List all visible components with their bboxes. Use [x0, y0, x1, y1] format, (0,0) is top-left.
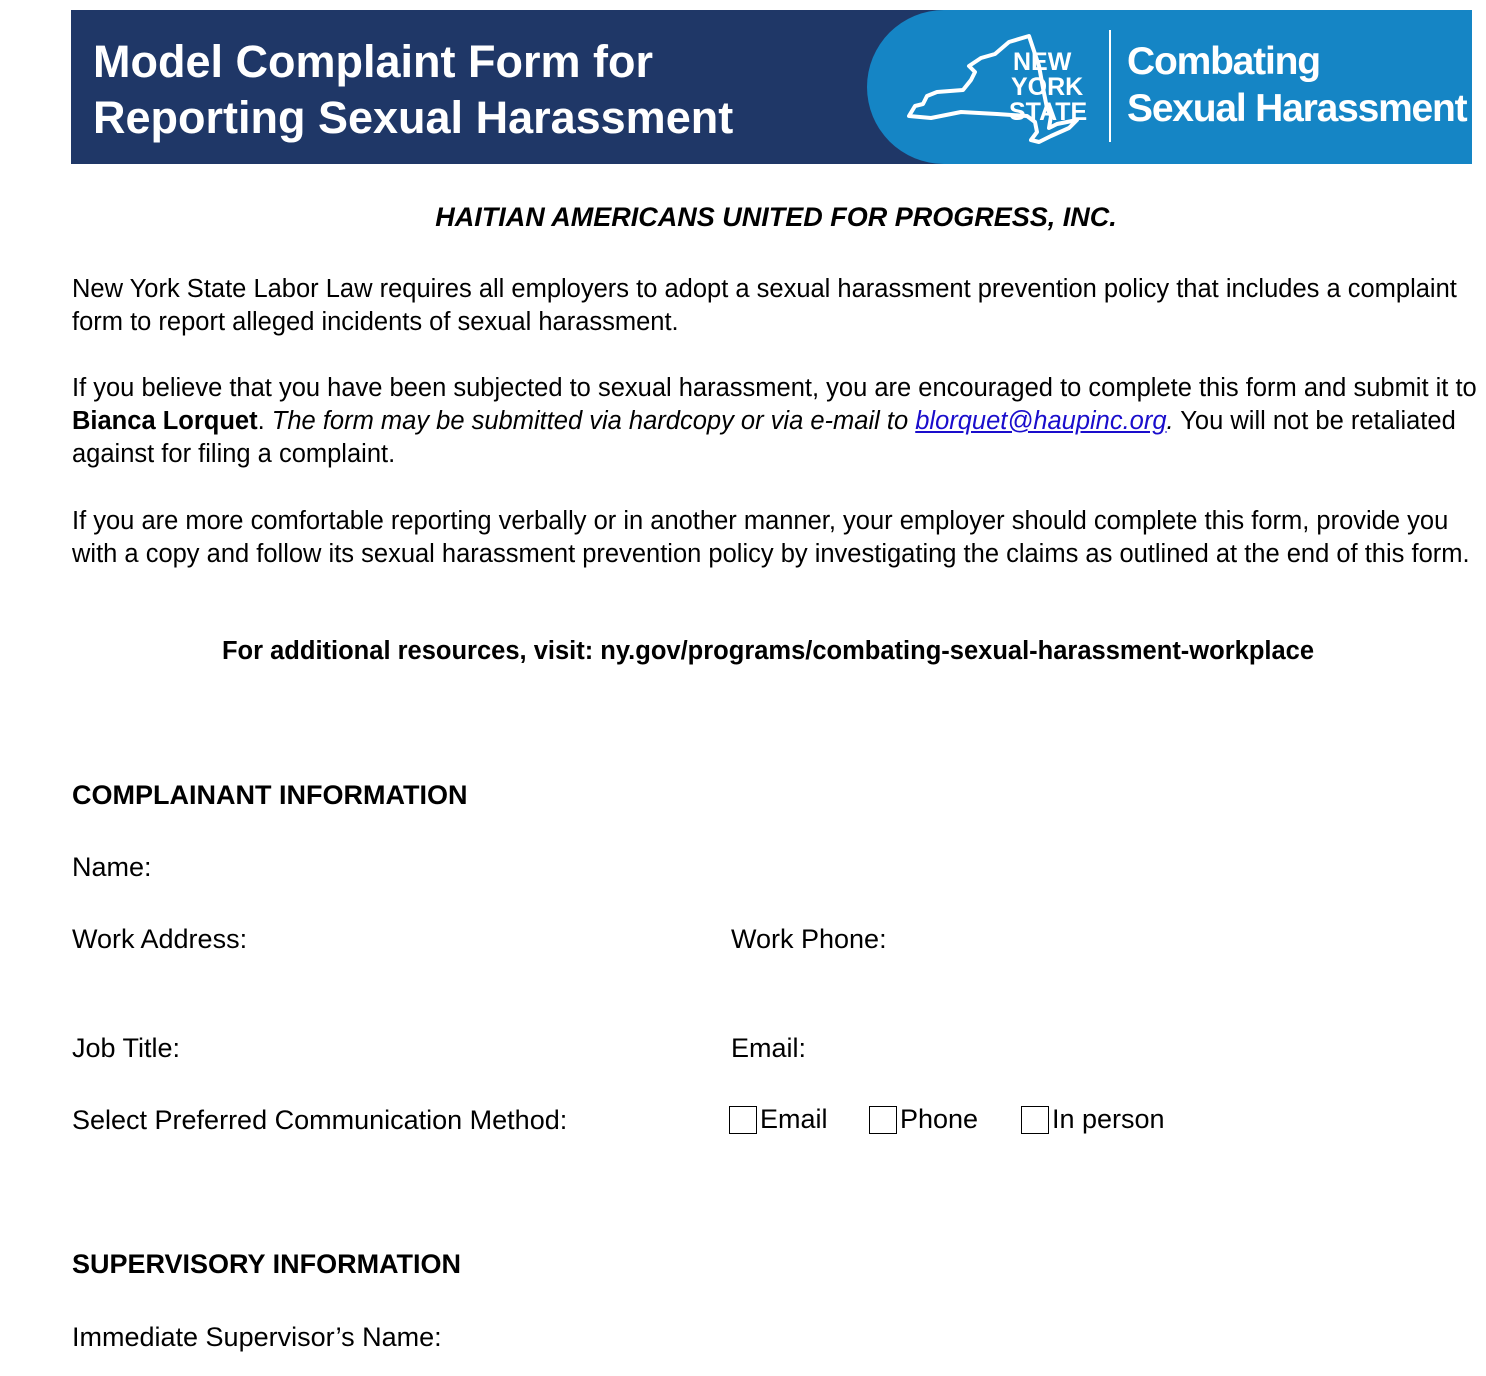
option-in-person[interactable] — [1021, 1104, 1165, 1135]
in-person-option-label: In person — [1052, 1104, 1165, 1134]
job-title-label: Job Title: — [72, 1033, 181, 1063]
form-title-line1: Model Complaint Form for — [93, 36, 653, 87]
submission-paragraph — [72, 372, 1486, 471]
verbal-reporting-paragraph: If you are more comfortable reporting verbally or in another manner, your employer should complete this form, provide you with a copy and follow its sexual harassment prevention policy by investigating the claims as outlined at the end of this form. — [72, 507, 1470, 568]
option-phone[interactable] — [869, 1104, 978, 1135]
contact-name: Bianca Lorquet — [72, 407, 258, 435]
campaign-title — [1127, 38, 1466, 132]
phone-checkbox[interactable] — [869, 1106, 897, 1134]
in-person-checkbox[interactable] — [1021, 1106, 1049, 1134]
campaign-title-line2: Sexual Harassment — [1127, 87, 1467, 130]
submission-intro: If you believe that you have been subjected to sexual harassment, you are encouraged to complete this form and submit it to — [72, 374, 1477, 402]
option-email[interactable] — [729, 1104, 828, 1135]
email-label: Email: — [731, 1033, 807, 1063]
form-title-line2: Reporting Sexual Harassment — [93, 92, 734, 143]
logo-york: YORK — [1011, 73, 1084, 101]
email-checkbox[interactable] — [729, 1106, 757, 1134]
email-option-label: Email — [760, 1104, 828, 1134]
submission-method-text: The form may be submitted via hardcopy or via e-mail to — [271, 407, 916, 435]
contact-period: . — [257, 407, 272, 435]
work-address-label: Work Address: — [72, 924, 248, 954]
intro-paragraph: New York State Labor Law requires all employers to adopt a sexual harassment prevention policy that includes a complaint form to report alleged incidents of sexual harassment. — [72, 275, 1457, 336]
work-phone-label: Work Phone: — [731, 924, 887, 954]
logo-state: STATE — [1009, 98, 1088, 126]
supervisor-name-label: Immediate Supervisor’s Name: — [72, 1322, 442, 1352]
campaign-title-line1: Combating — [1127, 40, 1320, 83]
organization-name: HAITIAN AMERICANS UNITED FOR PROGRESS, INC. — [435, 202, 1117, 232]
new-york-state-logo — [901, 28, 1091, 148]
retaliation-text: You will not be retaliated against for filing a complaint. — [72, 407, 1456, 468]
name-label: Name: — [72, 852, 152, 882]
phone-option-label: Phone — [900, 1104, 979, 1134]
communication-method-label: Select Preferred Communication Method: — [72, 1105, 568, 1135]
banner-divider — [1109, 30, 1111, 142]
email-period: . — [1166, 407, 1174, 435]
header-banner — [71, 10, 1472, 164]
contact-email-link[interactable]: blorquet@haupinc.org — [915, 407, 1167, 435]
logo-new: NEW — [1013, 48, 1072, 76]
supervisory-heading: SUPERVISORY INFORMATION — [72, 1249, 462, 1279]
resources-link-text: For additional resources, visit: ny.gov/programs/combating-sexual-harassment-workplace — [221, 637, 1315, 665]
complainant-heading: COMPLAINANT INFORMATION — [72, 780, 468, 810]
form-title — [93, 34, 733, 146]
